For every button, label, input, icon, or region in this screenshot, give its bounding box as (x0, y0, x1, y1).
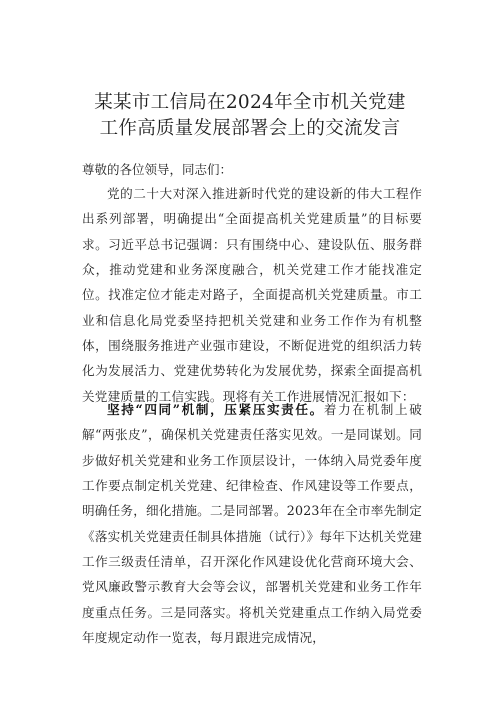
document-title-line-1: 某某市工信局在2024年全市机关党建 (94, 92, 406, 113)
paragraph-lead-heading: 坚持“四同”机制，压紧压实责任。 (107, 402, 324, 417)
document-title-line-2: 工作高质量发展部署会上的交流发言 (99, 118, 401, 139)
paragraph-body: 着力在机制上破解“两张皮”，确保机关党建责任落实见效。一是同谋划。同步做好机关党建和业务工作顶层设计，一体纳入局党委年度工作要点制定机关党建、纪律检查、作风建设等工作要点，明确任务，细化措施。二是同部署。2023年在全市率先制定《落实机关党建责任制具体措施（试行）》每年下达机关党建工作三级责任清单，召开深化作风建设优化营商环境大会、党风廉政警示教育大会等会议，部署机关党建和业务工作年度重点任务。三是同落实。将机关党建重点工作纳入局党委年度规定动作一览表，每月跟进完成情况， (82, 402, 422, 646)
paragraph-four-same-mechanism (82, 397, 422, 650)
greeting: 尊敬的各位领导，同志们： (82, 162, 233, 177)
paragraph-intro: 党的二十大对深入推进新时代党的建设新的伟大工程作出系列部署，明确提出“全面提高机关党建质量”的目标要求。习近平总书记强调：只有围绕中心、建设队伍、服务群众，推动党建和业务深度融合，机关党建工作才能找准定位。找准定位才能走对路子，全面提高机关党建质量。市工业和信息化局党委坚持把机关党建和业务工作作为有机整体，围绕服务推进产业强市建设，不断促进党的组织活力转化为发展活力、党建优势转化为发展优势，探索全面提高机关党建质量的工信实践。现将有关工作进展情况汇报如下： (82, 186, 422, 404)
